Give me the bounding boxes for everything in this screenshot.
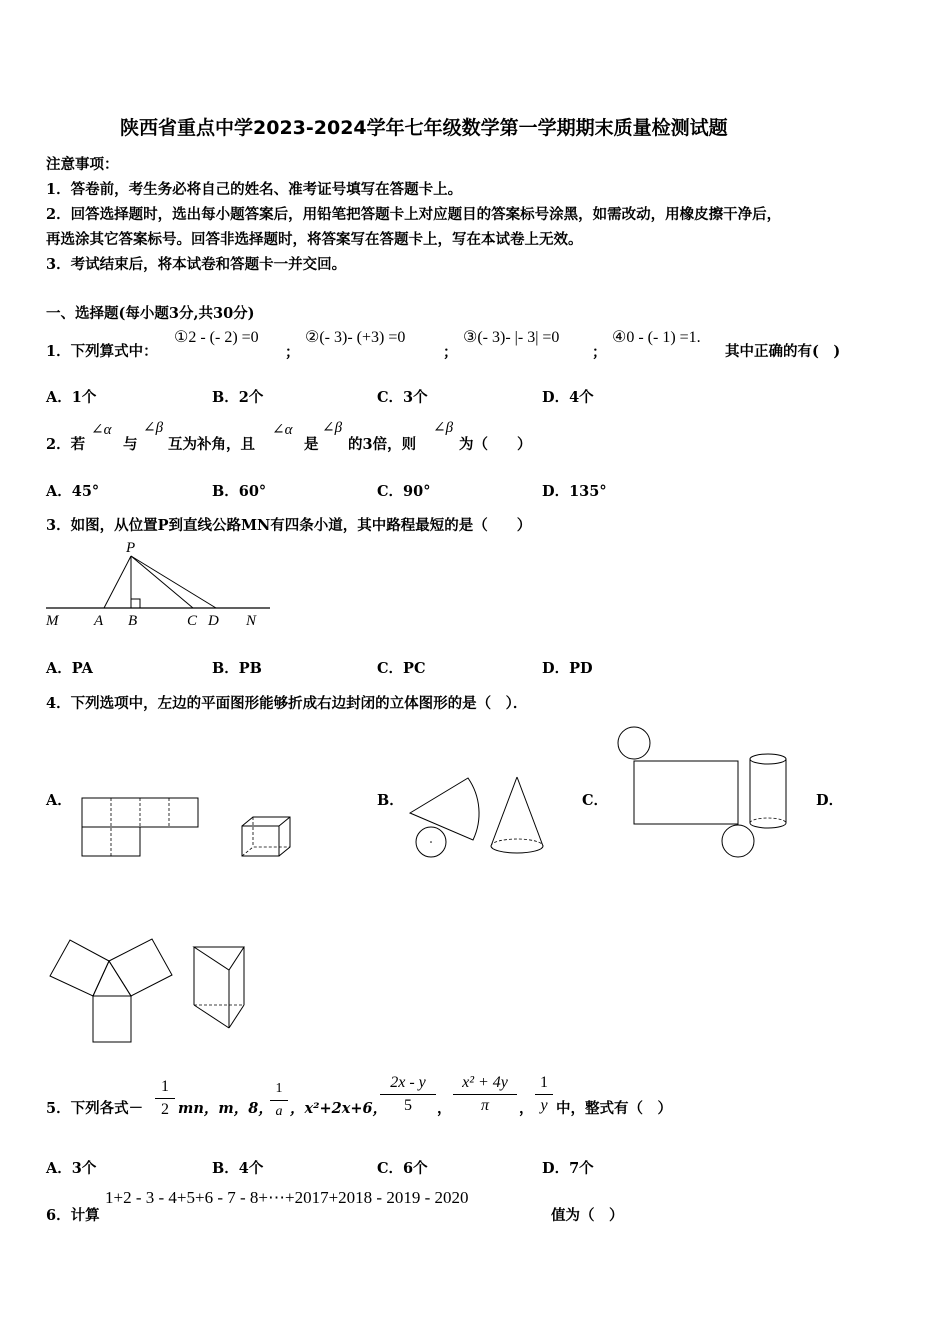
q1-option-a: A．1个 xyxy=(46,389,97,406)
notice-item-1: 1．答卷前，考生务必将自己的姓名、准考证号填写在答题卡上。 xyxy=(46,181,463,198)
q4-option-a: A． xyxy=(46,792,72,809)
q5-fraction-5-num: 1 xyxy=(540,1074,548,1091)
q5-fraction-5-den: y xyxy=(540,1097,548,1114)
q1-expr-4: ④0 - (- 1) =1. xyxy=(612,329,701,346)
q5-comma-1: ， xyxy=(437,1100,452,1117)
q2-beta-1: ∠β xyxy=(143,420,164,436)
q6-tail: 值为（ ） xyxy=(551,1207,624,1224)
q4-option-b: B． xyxy=(377,792,404,809)
q3-option-d: D．PD xyxy=(542,660,593,677)
q1-tail: 其中正确的有( ) xyxy=(725,343,841,360)
q4-option-c: C． xyxy=(582,792,609,809)
q5-fraction-4-num: x² + 4y xyxy=(462,1074,508,1091)
q5-fraction-5 xyxy=(535,1073,553,1116)
q2-option-a: A．45° xyxy=(46,483,100,500)
segment-pa xyxy=(104,556,131,608)
notice-item-3: 3．考试结束后，将本试卷和答题卡一并交回。 xyxy=(46,256,347,273)
q3-option-c: C．PC xyxy=(377,660,426,677)
right-angle-mark xyxy=(131,599,140,608)
segment-pd xyxy=(131,556,216,608)
label-p: P xyxy=(126,540,136,556)
q2-alpha-2: ∠α xyxy=(272,422,293,438)
q3-option-a: A．PA xyxy=(46,660,93,677)
q5-fraction-2 xyxy=(270,1079,288,1122)
q5-text-2: ，x²+2x+6， xyxy=(290,1100,388,1117)
q5-comma-2: ， xyxy=(519,1100,534,1117)
q4-figure-a xyxy=(76,792,301,860)
q5-fraction-3-num: 2x - y xyxy=(390,1074,426,1091)
q5-option-a: A．3个 xyxy=(46,1160,97,1177)
label-d: D xyxy=(208,613,219,629)
q1-option-b: B．2个 xyxy=(212,389,264,406)
q3-stem: 3．如图，从位置P到直线公路MN有四条小道，其中路程最短的是（ ） xyxy=(46,517,532,534)
notice-heading: 注意事项： xyxy=(46,156,119,173)
q1-expr-3: ③(- 3)- |- 3| =0 xyxy=(463,329,560,346)
q4-figure-b xyxy=(405,770,550,865)
q5-option-b: B．4个 xyxy=(212,1160,264,1177)
q1-expr-1: ①2 - (- 2) =0 xyxy=(174,329,259,346)
q5-option-d: D．7个 xyxy=(542,1160,594,1177)
q5-fraction-4 xyxy=(453,1073,517,1116)
section-heading: 一、选择题(每小题3分,共30分) xyxy=(46,305,255,322)
q2-text-5: 为（ ） xyxy=(459,436,532,453)
q5-stem: 5．下列各式－ xyxy=(46,1100,144,1117)
notice-item-2: 2．回答选择题时，选出每小题答案后，用铅笔把答题卡上对应题目的答案标号涂黑，如需改动，用橡皮擦干净后， xyxy=(46,206,782,223)
q5-fraction-3-den: 5 xyxy=(404,1097,412,1114)
q3-option-b: B．PB xyxy=(212,660,262,677)
page-title: 陕西省重点中学2023-2024学年七年级数学第一学期期末质量检测试题 xyxy=(120,117,728,139)
q5-text-1: mn，m，8， xyxy=(178,1100,273,1117)
q4-figure-d xyxy=(44,932,254,1050)
q3-figure xyxy=(40,538,280,633)
q1-sep-2: ； xyxy=(443,344,458,361)
label-c: C xyxy=(187,613,198,629)
q5-fraction-1 xyxy=(155,1077,175,1120)
q5-fraction-3 xyxy=(380,1073,436,1116)
q1-sep-1: ； xyxy=(285,344,300,361)
q2-alpha-1: ∠α xyxy=(91,422,112,438)
notice-item-2-cont: 再选涂其它答案标号。回答非选择题时，将答案写在答题卡上，写在本试卷上无效。 xyxy=(46,231,583,248)
q2-text-3: 是 xyxy=(304,436,319,453)
q2-text-1: 与 xyxy=(123,436,138,453)
q6-stem: 6．计算 xyxy=(46,1207,100,1224)
q1-stem: 1．下列算式中： xyxy=(46,343,158,360)
label-n: N xyxy=(246,613,257,629)
q4-figure-c xyxy=(612,722,794,862)
q2-beta-3: ∠β xyxy=(433,420,454,436)
q5-option-c: C．6个 xyxy=(377,1160,428,1177)
q2-option-d: D．135° xyxy=(542,483,607,500)
q6-expression: 1+2 - 3 - 4+5+6 - 7 - 8+⋯+2017+2018 - 2019 - 2020 xyxy=(105,1188,469,1207)
q1-option-d: D．4个 xyxy=(542,389,594,406)
label-a: A xyxy=(94,613,104,629)
q5-fraction-1-den: 2 xyxy=(161,1101,169,1118)
q2-option-c: C．90° xyxy=(377,483,431,500)
q5-fraction-2-den: a xyxy=(275,1104,283,1119)
q1-sep-3: ； xyxy=(592,344,607,361)
q2-num: 2．若 xyxy=(46,436,86,453)
q4-stem: 4．下列选项中，左边的平面图形能够折成右边封闭的立体图形的是（ ）． xyxy=(46,695,528,712)
q1-expr-2: ②(- 3)- (+3) =0 xyxy=(305,329,406,346)
q2-text-4: 的3倍，则 xyxy=(348,436,417,453)
q5-fraction-1-num: 1 xyxy=(161,1078,169,1095)
q1-option-c: C．3个 xyxy=(377,389,428,406)
q5-fraction-2-num: 1 xyxy=(275,1081,283,1096)
label-m: M xyxy=(46,613,59,629)
label-b: B xyxy=(128,613,138,629)
q5-fraction-4-den: π xyxy=(480,1097,489,1114)
q2-text-2: 互为补角，且 xyxy=(168,436,255,453)
q2-option-b: B．60° xyxy=(212,483,267,500)
q5-tail: 中，整式有（ ） xyxy=(556,1100,672,1117)
q2-beta-2: ∠β xyxy=(322,420,343,436)
q4-option-d: D． xyxy=(816,792,844,809)
